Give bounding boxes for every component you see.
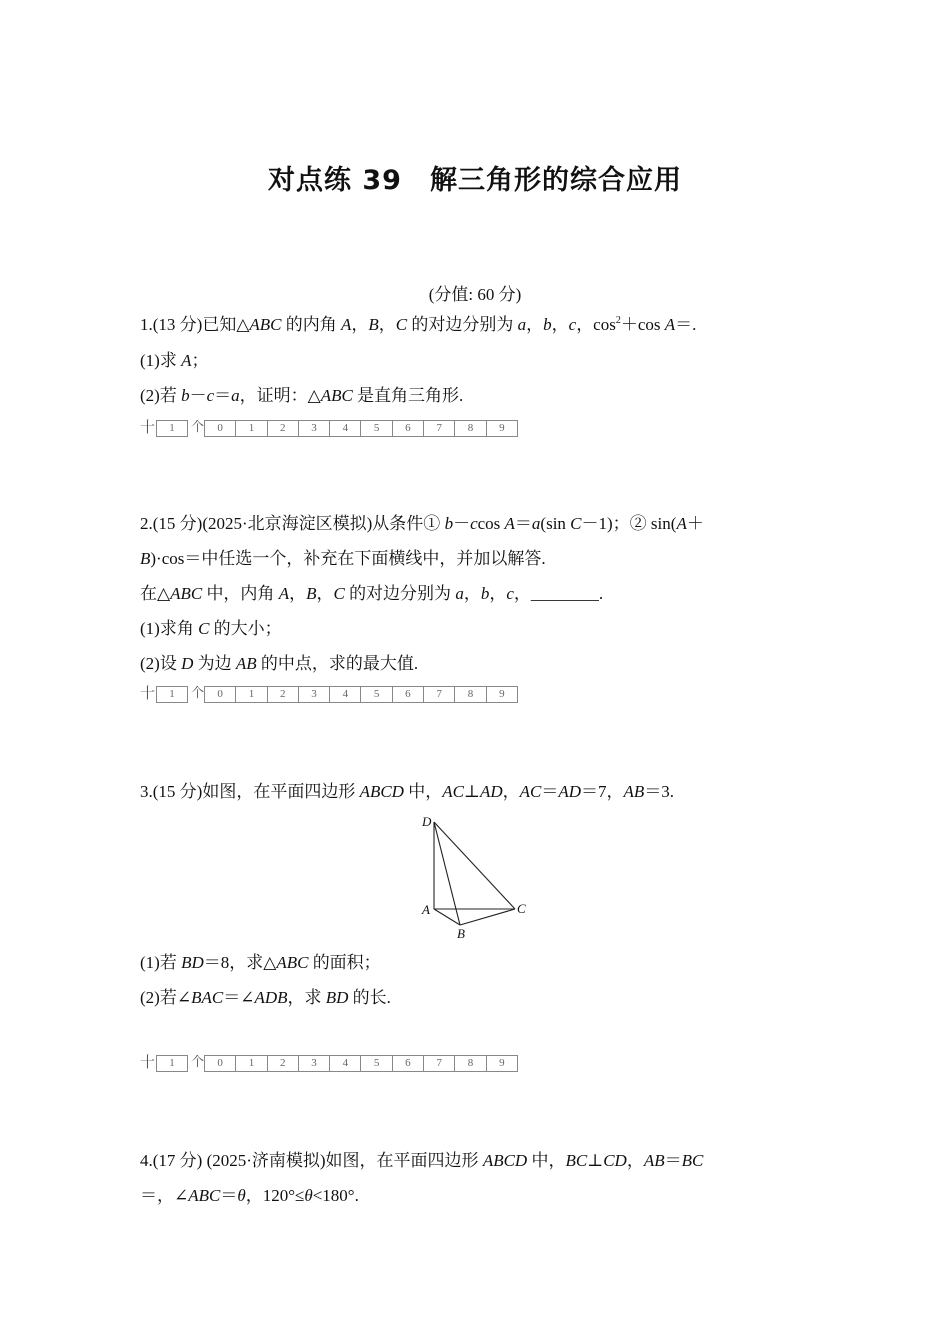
score-grid-tens-box[interactable]: 1 (156, 686, 188, 703)
score-cell[interactable]: 5 (361, 1056, 392, 1071)
score-cell[interactable]: 3 (299, 1056, 330, 1071)
quadrilateral-figure (420, 812, 530, 942)
score-cell[interactable]: 2 (268, 687, 299, 702)
label-a: A (422, 902, 430, 917)
score-cell[interactable]: 7 (424, 687, 455, 702)
q2-part2: (2)设 D 为边 AB 的中点，求的最大值. (140, 654, 419, 673)
q2-stem-line2: B)·cos＝中任选一个，补充在下面横线中，并加以解答. (140, 549, 546, 568)
page-title: 对点练 39 解三角形的综合应用 (268, 165, 682, 196)
segment-bc (460, 909, 515, 925)
score-cell[interactable]: 6 (393, 421, 424, 436)
q1-stem: 1.(13 分)已知△ABC 的内角 A，B，C 的对边分别为 a，b，c，$\cos^2+\cos$ A＝. (140, 315, 697, 334)
score-grid-mark: 十 (140, 1055, 156, 1071)
segment-dc (434, 822, 515, 909)
label-d: D (422, 814, 432, 829)
q1-part1: (1)求 A； (140, 351, 209, 370)
score-grid-ge: 个 (191, 420, 205, 435)
score-grid-mark: 十 (140, 686, 156, 702)
label-c: C (517, 901, 526, 916)
q3-stem: 3.(15 分)如图，在平面四边形 ABCD 中，AC⊥AD，AC＝AD＝7，AB＝3. (140, 782, 675, 801)
score-grid-mark: 十 (140, 420, 156, 436)
score-grid-ge: 个 (191, 686, 205, 701)
score-cell[interactable]: 7 (424, 1056, 455, 1071)
score-cell[interactable]: 4 (330, 421, 361, 436)
q4-stem-line2: ＝，∠ABC＝θ，120°≤θ<180°. (140, 1186, 359, 1205)
q3-part1: (1)若 BD＝8，求△ABC 的面积； (140, 953, 381, 972)
score-grid-ge: 个 (191, 1055, 205, 1070)
score-grid-cells (204, 686, 518, 703)
score-cell[interactable]: 3 (299, 421, 330, 436)
label-b: B (457, 926, 465, 941)
q2-stem-line1: 2.(15 分)(2025·北京海淀区模拟)从条件① b－ccos A＝a(sin C－1)；② sin(A＋ (140, 514, 704, 533)
score-cell[interactable]: 1 (236, 421, 267, 436)
score-cell[interactable]: 6 (393, 687, 424, 702)
score-cell[interactable]: 6 (393, 1056, 424, 1071)
q3-part2: (2)若∠BAC＝∠ADB，求 BD 的长. (140, 988, 391, 1007)
score-cell[interactable]: 0 (205, 1056, 236, 1071)
score-cell[interactable]: 0 (205, 421, 236, 436)
score-grid-cells (204, 420, 518, 437)
score-cell[interactable]: 9 (499, 688, 505, 700)
score-cell[interactable]: 8 (455, 687, 486, 702)
score-cell[interactable]: 1 (236, 687, 267, 702)
score-cell[interactable]: 4 (330, 687, 361, 702)
q4-stem-line1: 4.(17 分) (2025·济南模拟)如图，在平面四边形 ABCD 中，BC⊥CD，AB＝BC (140, 1151, 704, 1170)
score-info: (分值: 60 分) (428, 285, 522, 304)
q2-stem-line3: 在△ABC 中，内角 A，B，C 的对边分别为 a，b，c，________. (140, 584, 604, 603)
score-grid-tens-box[interactable]: 1 (156, 1055, 188, 1072)
score-grid-cells (204, 1055, 518, 1072)
score-cell[interactable]: 2 (268, 1056, 299, 1071)
score-cell[interactable]: 9 (499, 1057, 505, 1069)
score-cell[interactable]: 7 (424, 421, 455, 436)
score-cell[interactable]: 5 (361, 421, 392, 436)
q1-part2: (2)若 b－c＝a，证明：△ABC 是直角三角形. (140, 386, 464, 405)
q2-part1: (1)求角 C 的大小； (140, 619, 282, 638)
score-cell[interactable]: 8 (455, 421, 486, 436)
score-grid-tens-box[interactable]: 1 (156, 420, 188, 437)
score-cell[interactable]: 0 (205, 687, 236, 702)
score-cell[interactable]: 2 (268, 421, 299, 436)
score-cell[interactable]: 8 (455, 1056, 486, 1071)
score-cell[interactable]: 1 (236, 1056, 267, 1071)
score-cell[interactable]: 3 (299, 687, 330, 702)
score-cell[interactable]: 4 (330, 1056, 361, 1071)
score-cell[interactable]: 5 (361, 687, 392, 702)
score-cell[interactable]: 9 (499, 422, 505, 434)
